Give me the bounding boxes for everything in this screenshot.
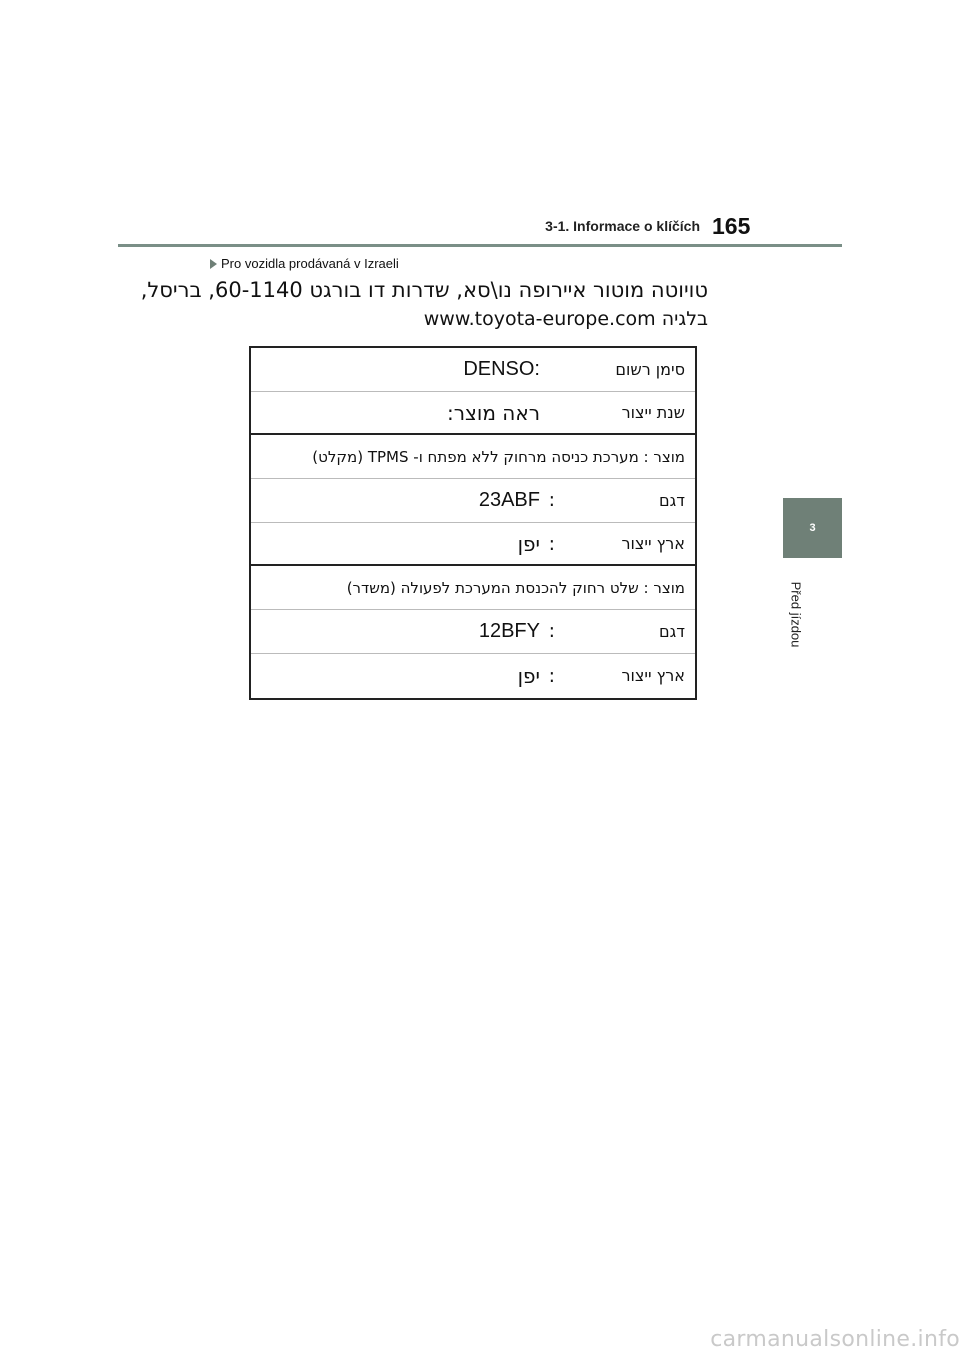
- subheading-text: Pro vozidla prodávaná v Izraeli: [221, 256, 399, 271]
- row-value: 12BFY: [478, 619, 540, 642]
- table-row: [251, 523, 695, 567]
- product-description: מוצר : מערכת כניסה מרחוק ללא מפתח ו- TPMS (מקלט): [312, 447, 685, 466]
- row-label: ארץ ייצור: [621, 666, 685, 686]
- header-divider: [118, 244, 842, 247]
- row-label: סימן רשום: [615, 359, 685, 379]
- table-row: [251, 654, 695, 698]
- row-value: 23ABF: [478, 488, 540, 511]
- row-colon: :: [548, 489, 555, 512]
- row-value: ראה מוצר:: [446, 400, 540, 425]
- row-colon: :: [548, 532, 555, 555]
- manufacturer-address-line: טויוטה מוטור איירופה נו\סא, שדרות דו בורגט 60-1140, בריסל,: [140, 278, 708, 302]
- subheading: [210, 256, 399, 271]
- row-label: ארץ ייצור: [621, 534, 685, 554]
- chapter-side-label: [783, 568, 809, 660]
- watermark: carmanualsonline.info: [710, 1327, 960, 1352]
- section-title: 3-1. Informace o klíčích: [545, 218, 700, 234]
- triangle-bullet-icon: [210, 259, 217, 269]
- table-row: [251, 392, 695, 436]
- row-value: DENSO:: [463, 357, 540, 380]
- table-row: [251, 566, 695, 610]
- row-label: דגם: [659, 621, 685, 641]
- row-value: יפן: [517, 663, 540, 688]
- chapter-tab[interactable]: [783, 498, 842, 558]
- table-row: [251, 348, 695, 392]
- chapter-side-label-text: Před jízdou: [788, 581, 804, 647]
- row-label: שנת ייצור: [621, 403, 685, 423]
- table-row: [251, 435, 695, 479]
- chapter-tab-number: 3: [809, 522, 816, 534]
- row-colon: :: [548, 620, 555, 643]
- table-row: [251, 610, 695, 654]
- table-row: [251, 479, 695, 523]
- row-value: יפן: [517, 531, 540, 556]
- row-colon: :: [548, 664, 555, 687]
- product-description: מוצר : שלט רחוק להכנסת המערכת לפעולה (משדר): [346, 578, 685, 597]
- manufacturer-country-line: בלגיה www.toyota-europe.com: [423, 308, 708, 330]
- certification-table: [249, 346, 697, 700]
- page-number: 165: [712, 213, 751, 239]
- row-label: דגם: [659, 490, 685, 510]
